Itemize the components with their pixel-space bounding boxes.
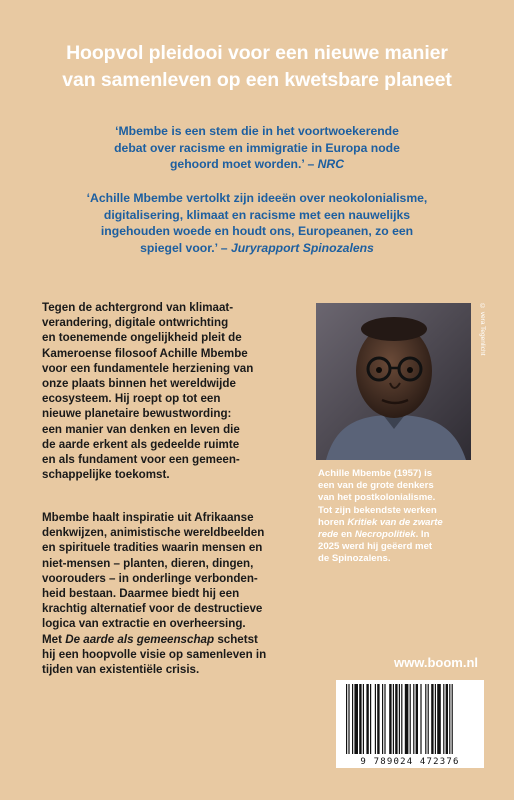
blurb-line: voor een fundamentele herziening van bbox=[42, 361, 254, 375]
barcode-bar bbox=[384, 684, 385, 754]
blurb-line: een manier van denken en leven die bbox=[42, 422, 240, 436]
barcode-bar bbox=[382, 684, 383, 754]
book-title: De aarde als gemeenschap bbox=[65, 632, 215, 646]
quote-line bbox=[30, 156, 484, 173]
book-title: Necropolitiek bbox=[354, 529, 416, 541]
blurb-line: nieuwe planetaire bewustwording: bbox=[42, 407, 232, 421]
barcode-bars bbox=[336, 680, 484, 756]
barcode-bar bbox=[395, 684, 397, 754]
barcode-bar bbox=[399, 684, 400, 754]
caption-text: horen bbox=[318, 516, 345, 528]
blurb-line: verandering, digitale ontwrichting bbox=[42, 316, 229, 330]
barcode-bar bbox=[431, 684, 433, 754]
quote-line bbox=[30, 240, 484, 257]
quote-line: ‘Mbembe is een stem die in het voortwoekerende bbox=[115, 124, 399, 138]
blurb-line: Kameroense filosoof Achille Mbembe bbox=[42, 346, 248, 360]
caption-line: Achille Mbembe (1957) is bbox=[318, 468, 433, 479]
barcode-bar bbox=[359, 684, 361, 754]
barcode-bar bbox=[375, 684, 376, 754]
blurb-line: en spirituele tradities waarin mensen en bbox=[42, 541, 263, 555]
barcode-bar bbox=[346, 684, 347, 754]
blurb-line: ecosysteem. Hij roept op tot een bbox=[42, 392, 221, 406]
blurb-paragraph-2 bbox=[42, 510, 312, 677]
headline-line-2: van samenleven op een kwetsbare planeet bbox=[62, 69, 452, 91]
author-portrait-image bbox=[316, 303, 471, 460]
quote-text: gehoord moet worden.’ – bbox=[169, 157, 315, 171]
blurb-line: en toenemende ongelijkheid pleit de bbox=[42, 331, 242, 345]
barcode-bar bbox=[405, 684, 409, 754]
headline-line-1: Hoopvol pleidooi voor een nieuwe manier bbox=[66, 42, 448, 64]
caption-line: Tot zijn bekendste werken bbox=[318, 504, 437, 516]
blurb-line: krachtig alternatief voor de destructieve bbox=[42, 602, 263, 616]
barcode-bar bbox=[377, 684, 379, 754]
barcode-bar bbox=[348, 684, 349, 754]
blurb-line: en als fundament voor een gemeen- bbox=[42, 453, 240, 467]
barcode-bar bbox=[393, 684, 394, 754]
blurb-line: schappelijke toekomst. bbox=[42, 468, 170, 482]
barcode-bar bbox=[366, 684, 368, 754]
blurb-text: Met bbox=[42, 632, 62, 646]
barcode-bar bbox=[452, 684, 453, 754]
quote-line: ingehouden woede en houdt ons, Europeanen, zo een bbox=[100, 224, 414, 238]
caption-text: . In bbox=[415, 529, 430, 541]
blurb-text: schetst bbox=[217, 632, 258, 646]
quote-line: digitalisering, klimaat en racisme met een nauwelijks bbox=[103, 207, 411, 222]
caption-line: de Spinozalens. bbox=[318, 553, 391, 565]
blurb-line: tijden van existentiële crisis. bbox=[42, 663, 200, 677]
isbn-digits: 9 789024 472376 bbox=[360, 757, 460, 767]
book-title: rede bbox=[318, 529, 339, 541]
blurb-line: niet-mensen – planten, dieren, dingen, bbox=[42, 556, 254, 570]
barcode-bar bbox=[410, 684, 411, 754]
blurb-line: voorouders – in onderlinge verbonden- bbox=[42, 571, 258, 585]
author-caption bbox=[318, 468, 488, 566]
caption-text: en bbox=[340, 529, 353, 541]
barcode-bar bbox=[420, 684, 421, 754]
barcode-bar bbox=[363, 684, 364, 754]
photo-credit: © vera Tegenlicht bbox=[479, 303, 486, 356]
caption-line: een van de grote denkers bbox=[318, 480, 434, 492]
blurb-line: hij een hoopvolle visie op samenleven in bbox=[42, 647, 267, 661]
blurb-line: onze plaats binnen het wereldwijde bbox=[42, 377, 236, 391]
barcode-bar bbox=[370, 684, 371, 754]
barcode-bar bbox=[446, 684, 448, 754]
barcode-bar bbox=[428, 684, 429, 754]
quote-text: spiegel voor.’ – bbox=[140, 240, 228, 255]
barcode-bar bbox=[437, 684, 441, 754]
barcode-bar bbox=[352, 684, 353, 754]
blurb-line bbox=[42, 632, 312, 647]
headline bbox=[0, 40, 514, 94]
barcode-bar bbox=[401, 684, 402, 754]
barcode-bar bbox=[389, 684, 391, 754]
barcode-bar bbox=[416, 684, 418, 754]
quote-nrc bbox=[30, 123, 484, 173]
blurb-line: denkwijzen, animistische wereldbeelden bbox=[42, 526, 265, 540]
caption-line bbox=[318, 517, 488, 529]
book-title: Kritiek van de zwarte bbox=[347, 516, 443, 528]
publisher-url: www.boom.nl bbox=[393, 655, 478, 670]
blurb-line: Tegen de achtergrond van klimaat- bbox=[42, 301, 234, 314]
barcode-bar bbox=[425, 684, 426, 754]
caption-line bbox=[318, 529, 488, 541]
quote-line: debat over racisme en immigratie in Europa node bbox=[114, 140, 400, 155]
blurb-line: de aarde erkent als gedeelde ruimte bbox=[42, 437, 240, 451]
barcode-bar bbox=[449, 684, 450, 754]
author-photo bbox=[316, 303, 471, 460]
caption-line: van het postkolonialisme. bbox=[318, 492, 436, 504]
blurb-line: Mbembe haalt inspiratie uit Afrikaanse bbox=[42, 511, 254, 524]
quote-line: ‘Achille Mbembe vertolkt zijn ideeën over neokolonialisme, bbox=[86, 191, 428, 205]
barcode-bar bbox=[413, 684, 414, 754]
barcode-bar bbox=[443, 684, 444, 754]
quote-jury bbox=[30, 190, 484, 256]
quote-source: Juryrapport Spinozalens bbox=[230, 240, 374, 255]
quote-source: NRC bbox=[317, 157, 345, 171]
blurb-line: logica van extractie en overheersing. bbox=[42, 617, 246, 631]
blurb-paragraph-1 bbox=[42, 300, 312, 482]
barcode-bar bbox=[435, 684, 436, 754]
isbn-barcode bbox=[336, 680, 484, 768]
caption-line: 2025 werd hij geëerd met bbox=[318, 541, 433, 553]
blurb-line: heid bestaan. Daarmee biedt hij een bbox=[42, 587, 240, 601]
barcode-bar bbox=[354, 684, 358, 754]
